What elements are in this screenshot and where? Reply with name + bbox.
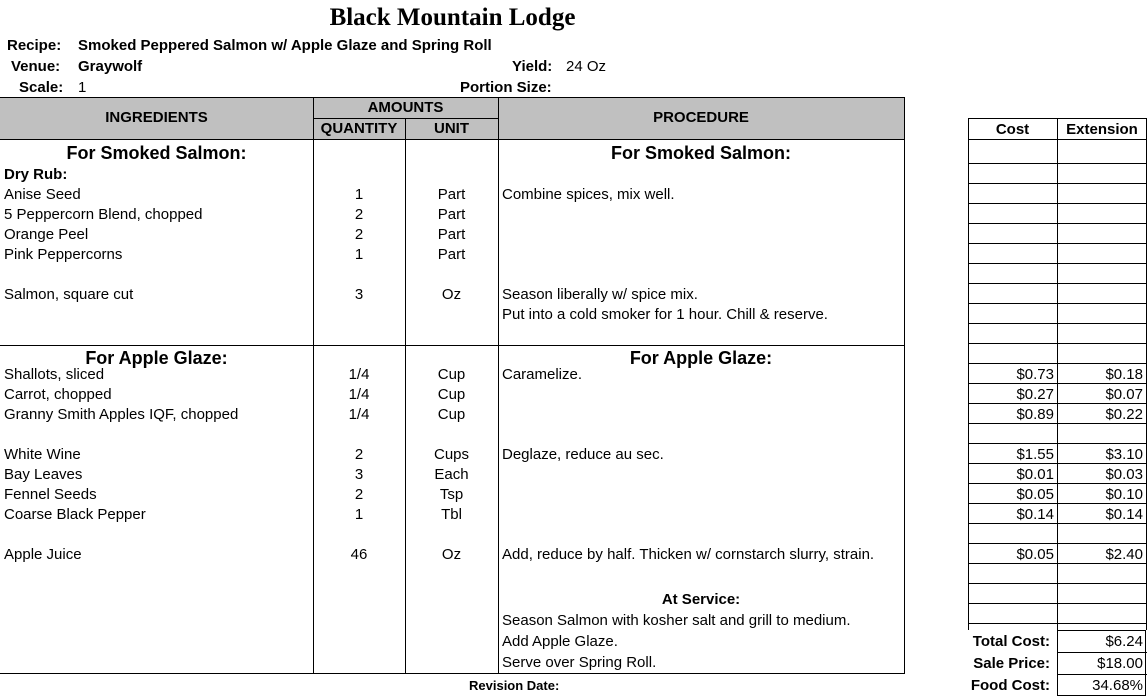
procedure-step: Add Apple Glaze. <box>502 633 618 650</box>
total-cost-label: Total Cost: <box>972 633 1050 650</box>
sale-price-value: $18.00 <box>1097 655 1143 672</box>
procedure-step: Season Salmon with kosher salt and grill to medium. <box>502 612 851 629</box>
procedure-step: Deglaze, reduce au sec. <box>502 446 664 463</box>
ingredient-unit: Cups <box>433 446 470 463</box>
ingredient-quantity: 2 <box>354 206 364 223</box>
ingredient-name: Anise Seed <box>4 186 81 203</box>
ingredient-name: Granny Smith Apples IQF, chopped <box>4 406 239 423</box>
portion-size-label: Portion Size: <box>460 79 552 96</box>
ingredient-quantity: 2 <box>354 226 364 243</box>
extension-cell: $0.03 <box>1105 466 1143 483</box>
ingredient-unit: Oz <box>441 546 462 563</box>
ingredient-name: Apple Juice <box>4 546 82 563</box>
revision-date-label: Revision Date: <box>469 678 560 693</box>
venue-label: Venue: <box>11 58 61 75</box>
ingredient-unit: Part <box>437 226 466 243</box>
food-cost-label: Food Cost: <box>970 677 1050 694</box>
ingredient-quantity: 2 <box>354 486 364 503</box>
ingredient-name: Carrot, chopped <box>4 386 112 403</box>
ingredient-quantity: 1/4 <box>348 366 370 383</box>
scale-label: Scale: <box>19 79 64 96</box>
ingredient-name: Fennel Seeds <box>4 486 97 503</box>
ingredient-unit: Part <box>437 246 466 263</box>
ingredient-name: 5 Peppercorn Blend, chopped <box>4 206 203 223</box>
ingredient-quantity: 46 <box>350 546 368 563</box>
procedure-step: Put into a cold smoker for 1 hour. Chill & reserve. <box>502 306 828 323</box>
ingredient-name: Shallots, sliced <box>4 366 105 383</box>
procedure-step: Add, reduce by half. Thicken w/ cornstarch slurry, strain. <box>502 546 875 563</box>
ingredient-unit: Tbl <box>441 506 462 523</box>
section-smoked-salmon-ingredients: For Smoked Salmon: <box>66 143 247 163</box>
procedure-header: PROCEDURE <box>653 109 749 126</box>
ingredient-name: Bay Leaves <box>4 466 83 483</box>
food-cost-value: 34.68% <box>1092 677 1143 694</box>
section-apple-glaze-ingredients: For Apple Glaze: <box>85 348 228 368</box>
unit-header: UNIT <box>434 120 469 137</box>
cost-cell: $0.05 <box>1016 546 1054 563</box>
cost-cell: $0.89 <box>1016 406 1054 423</box>
ingredient-unit: Part <box>437 206 466 223</box>
yield-label: Yield: <box>512 58 553 75</box>
ingredient-name: Salmon, square cut <box>4 286 134 303</box>
ingredient-quantity: 1 <box>354 186 364 203</box>
recipe-label: Recipe: <box>7 37 62 54</box>
cost-cell: $0.01 <box>1016 466 1054 483</box>
cost-cell: $0.05 <box>1016 486 1054 503</box>
ingredient-unit: Cup <box>437 386 466 403</box>
cost-cell: $0.73 <box>1016 366 1054 383</box>
extension-cell: $2.40 <box>1105 546 1143 563</box>
dry-rub-heading: Dry Rub: <box>4 166 68 183</box>
ingredient-unit: Oz <box>441 286 462 303</box>
extension-cell: $0.18 <box>1105 366 1143 383</box>
procedure-step: Serve over Spring Roll. <box>502 654 657 671</box>
lodge-title: Black Mountain Lodge <box>329 4 576 31</box>
ingredient-quantity: 1 <box>354 246 364 263</box>
ingredient-quantity: 1/4 <box>348 386 370 403</box>
ingredient-quantity: 1/4 <box>348 406 370 423</box>
total-cost-value: $6.24 <box>1105 633 1143 650</box>
ingredient-unit: Part <box>437 186 466 203</box>
venue-name: Graywolf <box>78 58 143 75</box>
yield-value: 24 Oz <box>566 58 607 75</box>
sale-price-label: Sale Price: <box>973 655 1050 672</box>
ingredient-name: Orange Peel <box>4 226 89 243</box>
ingredient-unit: Cup <box>437 406 466 423</box>
ingredient-quantity: 2 <box>354 446 364 463</box>
ingredient-quantity: 3 <box>354 466 364 483</box>
cost-cell: $0.14 <box>1016 506 1054 523</box>
cost-cell: $0.27 <box>1016 386 1054 403</box>
ingredient-name: Coarse Black Pepper <box>4 506 146 523</box>
extension-cell: $0.10 <box>1105 486 1143 503</box>
ingredient-quantity: 3 <box>354 286 364 303</box>
scale-value: 1 <box>78 79 87 96</box>
ingredient-unit: Each <box>434 466 469 483</box>
extension-cell: $0.07 <box>1105 386 1143 403</box>
extension-header: Extension <box>1066 121 1138 138</box>
ingredient-unit: Tsp <box>439 486 464 503</box>
ingredient-unit: Cup <box>437 366 466 383</box>
extension-cell: $0.14 <box>1105 506 1143 523</box>
section-smoked-salmon-procedure: For Smoked Salmon: <box>610 143 792 163</box>
cost-header: Cost <box>995 121 1030 138</box>
at-service-heading: At Service: <box>661 591 741 608</box>
ingredient-name: Pink Peppercorns <box>4 246 123 263</box>
ingredients-header: INGREDIENTS <box>105 109 208 126</box>
totals-box <box>1057 630 1146 696</box>
procedure-step: Season liberally w/ spice mix. <box>502 286 698 303</box>
extension-cell: $0.22 <box>1105 406 1143 423</box>
extension-cell: $3.10 <box>1105 446 1143 463</box>
recipe-name: Smoked Peppered Salmon w/ Apple Glaze and Spring Roll <box>78 37 492 54</box>
procedure-step: Combine spices, mix well. <box>502 186 675 203</box>
quantity-header: QUANTITY <box>320 120 398 137</box>
ingredient-name: White Wine <box>4 446 81 463</box>
procedure-step: Caramelize. <box>502 366 583 383</box>
ingredient-quantity: 1 <box>354 506 364 523</box>
amounts-header: AMOUNTS <box>367 99 444 116</box>
section-apple-glaze-procedure: For Apple Glaze: <box>629 348 773 368</box>
cost-cell: $1.55 <box>1016 446 1054 463</box>
